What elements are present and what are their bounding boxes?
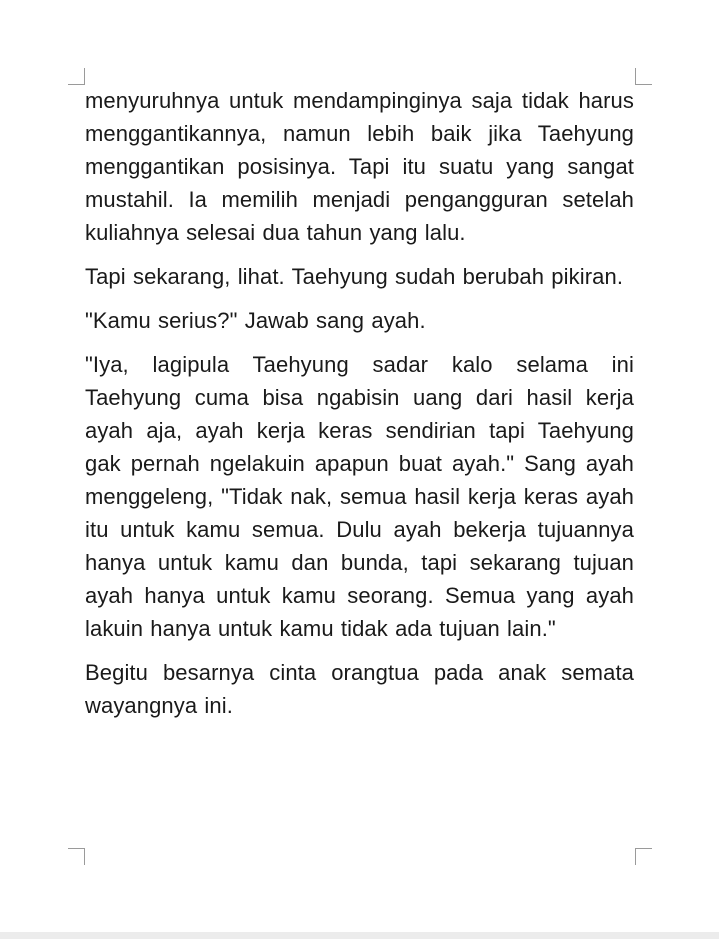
paragraph-1: menyuruhnya untuk mendampinginya saja tidak harus menggantikannya, namun lebih baik jika Taehyung menggantikan posisinya. Tapi itu suatu yang sangat mustahil. Ia memilih menjadi pengangguran setelah kuliahnya selesai dua tahun yang lalu. bbox=[85, 88, 634, 245]
paragraph-3: "Kamu serius?" Jawab sang ayah. bbox=[85, 308, 426, 333]
paragraph-2: Tapi sekarang, lihat. Taehyung sudah berubah pikiran. bbox=[85, 264, 624, 289]
crop-mark-top-left bbox=[68, 68, 85, 85]
crop-mark-bottom-left bbox=[68, 848, 85, 865]
crop-mark-top-right bbox=[635, 68, 652, 85]
document-body[interactable] bbox=[85, 84, 634, 733]
paragraph-5: Begitu besarnya cinta orangtua pada anak semata wayangnya ini. bbox=[85, 660, 634, 718]
paragraph-4: "Iya, lagipula Taehyung sadar kalo selama ini Taehyung cuma bisa ngabisin uang dari hasil kerja ayah aja, ayah kerja keras sendirian tapi Taehyung gak pernah ngelakuin apapun buat ayah." Sang ayah menggeleng, "Tidak nak, semua hasil kerja keras ayah itu untuk kamu semua. Dulu ayah bekerja tujuannya hanya untuk kamu dan bunda, tapi sekarang tujuan ayah hanya untuk kamu seorang. Semua yang ayah lakuin hanya untuk kamu tidak ada tujuan lain." bbox=[85, 352, 634, 641]
page-bottom-gutter bbox=[0, 932, 719, 939]
crop-mark-bottom-right bbox=[635, 848, 652, 865]
